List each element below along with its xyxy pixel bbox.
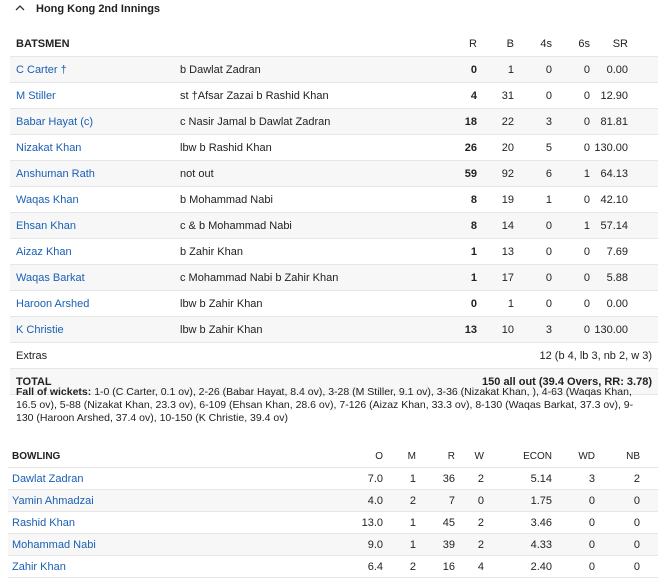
strike-rate-value: 57.14 <box>600 220 628 232</box>
overs-header: O <box>375 451 383 462</box>
overs-value: 7.0 <box>367 473 383 485</box>
batsman-row <box>10 109 658 135</box>
dismissal-text: b Dawlat Zadran <box>180 64 261 76</box>
fours-value: 0 <box>545 220 552 232</box>
batting-header-row <box>10 31 658 57</box>
batsman-row <box>10 187 658 213</box>
bowler-name-link[interactable]: Mohammad Nabi <box>12 539 96 551</box>
innings-title: Hong Kong 2nd Innings <box>36 3 161 15</box>
no-balls-header: NB <box>626 451 640 462</box>
sixes-header: 6s <box>578 38 590 50</box>
maidens-value: 1 <box>409 517 416 529</box>
dismissal-text: st †Afsar Zazai b Rashid Khan <box>180 90 329 102</box>
batsman-row <box>10 265 658 291</box>
balls-value: 13 <box>501 246 514 258</box>
batsmen-header: BATSMEN <box>16 38 70 50</box>
strike-rate-value: 0.00 <box>606 298 628 310</box>
sixes-value: 0 <box>583 142 590 154</box>
strike-rate-value: 42.10 <box>600 194 628 206</box>
strike-rate-value: 130.00 <box>594 142 628 154</box>
batsman-name-link[interactable]: Waqas Barkat <box>16 272 85 284</box>
sixes-value: 0 <box>583 298 590 310</box>
maidens-value: 2 <box>409 561 416 573</box>
innings-header[interactable] <box>0 0 664 22</box>
no-balls-value: 0 <box>633 561 640 573</box>
runs-value: 1 <box>470 272 477 284</box>
dismissal-text: lbw b Zahir Khan <box>180 298 263 310</box>
runs-value: 8 <box>470 194 477 206</box>
runs-value: 59 <box>464 168 477 180</box>
wickets-value: 2 <box>477 473 484 485</box>
dismissal-text: not out <box>180 168 214 180</box>
strike-rate-value: 7.69 <box>606 246 628 258</box>
fours-value: 5 <box>545 142 552 154</box>
fall-of-wickets-text: 1-0 (C Carter, 0.1 ov), 2-26 (Babar Hayat, 8.4 ov), 3-28 (M Stiller, 9.1 ov), 3-36 (Nizakat Khan, ), 4-63 (Waqas Khan, 16.5 ov), 5-88 (Nizakat Khan, 23.3 ov), 6-109 (Ehsan Khan, 28.6 ov), 7-126 (Aizaz Khan, 33.3 ov), 8-130 (Waqas Barkat, 37.3 ov), 9-130 (Haroon Arshed, 37.4 ov), 10-150 (K Christie, 39.4 ov) <box>16 386 634 424</box>
batsman-row <box>10 161 658 187</box>
sixes-value: 0 <box>583 246 590 258</box>
maidens-value: 1 <box>409 473 416 485</box>
strike-rate-header: SR <box>612 38 628 50</box>
balls-value: 14 <box>501 220 514 232</box>
overs-value: 4.0 <box>367 495 383 507</box>
batsman-name-link[interactable]: Ehsan Khan <box>16 220 76 232</box>
strike-rate-value: 130.00 <box>594 324 628 336</box>
batsman-name-link[interactable]: Haroon Arshed <box>16 298 90 310</box>
batsman-row <box>10 291 658 317</box>
runs-conceded-header: R <box>447 451 455 462</box>
runs-value: 18 <box>464 116 477 128</box>
batsman-name-link[interactable]: Babar Hayat (c) <box>16 116 94 128</box>
sixes-value: 0 <box>583 272 590 284</box>
economy-value: 4.33 <box>530 539 552 551</box>
dismissal-text: c & b Mohammad Nabi <box>180 220 292 232</box>
wides-value: 0 <box>588 539 595 551</box>
strike-rate-value: 81.81 <box>600 116 628 128</box>
extras-label: Extras <box>16 350 48 362</box>
fours-value: 0 <box>545 298 552 310</box>
maidens-value: 1 <box>409 539 416 551</box>
dismissal-text: lbw b Rashid Khan <box>180 142 272 154</box>
balls-value: 92 <box>501 168 514 180</box>
bowling-table <box>8 446 658 578</box>
wickets-value: 0 <box>477 495 484 507</box>
runs-value: 8 <box>470 220 477 232</box>
bowler-row <box>8 556 658 578</box>
bowler-row <box>8 490 658 512</box>
bowler-name-link[interactable]: Yamin Ahmadzai <box>12 495 94 507</box>
sixes-value: 0 <box>583 90 590 102</box>
fours-value: 3 <box>545 324 552 336</box>
bowler-name-link[interactable]: Dawlat Zadran <box>12 473 84 485</box>
extras-value: 12 (b 4, lb 3, nb 2, w 3) <box>539 350 652 362</box>
balls-value: 1 <box>507 64 514 76</box>
dismissal-text: c Nasir Jamal b Dawlat Zadran <box>180 116 331 128</box>
strike-rate-value: 64.13 <box>600 168 628 180</box>
wides-value: 0 <box>588 517 595 529</box>
no-balls-value: 0 <box>633 495 640 507</box>
runs-value: 0 <box>470 298 477 310</box>
batting-table <box>10 31 658 395</box>
fall-of-wickets-label: Fall of wickets: <box>16 386 92 398</box>
wickets-value: 2 <box>477 539 484 551</box>
sixes-value: 0 <box>583 324 590 336</box>
sixes-value: 1 <box>583 220 590 232</box>
balls-value: 19 <box>501 194 514 206</box>
balls-value: 10 <box>501 324 514 336</box>
bowler-name-link[interactable]: Zahir Khan <box>12 561 66 573</box>
no-balls-value: 2 <box>633 473 640 485</box>
maidens-value: 2 <box>409 495 416 507</box>
fours-value: 0 <box>545 90 552 102</box>
total-value: 150 all out (39.4 Overs, RR: 3.78) <box>482 376 652 388</box>
fours-value: 0 <box>545 64 552 76</box>
fall-of-wickets <box>16 386 646 425</box>
economy-value: 3.46 <box>530 517 552 529</box>
wickets-value: 2 <box>477 517 484 529</box>
bowler-row <box>8 534 658 556</box>
runs-value: 0 <box>470 64 477 76</box>
fours-value: 0 <box>545 246 552 258</box>
runs-value: 13 <box>464 324 477 336</box>
economy-value: 1.75 <box>530 495 552 507</box>
wides-value: 0 <box>588 561 595 573</box>
dismissal-text: b Zahir Khan <box>180 246 243 258</box>
batsman-row <box>10 317 658 343</box>
overs-value: 13.0 <box>361 517 383 529</box>
bowling-header-row <box>8 446 658 468</box>
batsman-row <box>10 83 658 109</box>
strike-rate-value: 12.90 <box>600 90 628 102</box>
fours-header: 4s <box>540 38 552 50</box>
runs-value: 1 <box>470 246 477 258</box>
strike-rate-value: 5.88 <box>606 272 628 284</box>
runs-value: 4 <box>470 90 477 102</box>
wickets-value: 4 <box>477 561 484 573</box>
wickets-header: W <box>474 451 484 462</box>
runs-conceded-value: 45 <box>442 517 455 529</box>
batsman-name-link[interactable]: M Stiller <box>16 90 56 102</box>
wides-value: 3 <box>588 473 595 485</box>
batsman-row <box>10 239 658 265</box>
maidens-header: M <box>407 451 416 462</box>
overs-value: 6.4 <box>367 561 383 573</box>
fours-value: 1 <box>545 194 552 206</box>
dismissal-text: c Mohammad Nabi b Zahir Khan <box>180 272 339 284</box>
balls-value: 17 <box>501 272 514 284</box>
strike-rate-value: 0.00 <box>606 64 628 76</box>
overs-value: 9.0 <box>367 539 383 551</box>
no-balls-value: 0 <box>633 517 640 529</box>
runs-conceded-value: 16 <box>442 561 455 573</box>
runs-conceded-value: 7 <box>448 495 455 507</box>
fours-value: 6 <box>545 168 552 180</box>
bowler-row <box>8 512 658 534</box>
batsman-name-link[interactable]: Nizakat Khan <box>16 142 82 154</box>
economy-value: 2.40 <box>530 561 552 573</box>
sixes-value: 0 <box>583 116 590 128</box>
extras-row <box>10 343 658 369</box>
balls-value: 31 <box>501 90 514 102</box>
batsman-row <box>10 135 658 161</box>
batsman-row <box>10 57 658 83</box>
balls-value: 20 <box>501 142 514 154</box>
economy-header: ECON <box>523 451 552 462</box>
bowling-header: BOWLING <box>12 451 61 462</box>
runs-conceded-value: 36 <box>442 473 455 485</box>
balls-header: B <box>506 38 514 50</box>
batsman-name-link[interactable]: Anshuman Rath <box>16 168 95 180</box>
total-label: TOTAL <box>16 376 52 388</box>
wides-header: WD <box>578 451 595 462</box>
bowler-name-link[interactable]: Rashid Khan <box>12 517 75 529</box>
batsman-name-link[interactable]: C Carter † <box>16 64 67 76</box>
economy-value: 5.14 <box>530 473 552 485</box>
chevron-up-icon[interactable] <box>14 2 26 14</box>
bowler-row <box>8 468 658 490</box>
fours-value: 3 <box>545 116 552 128</box>
batsman-row <box>10 213 658 239</box>
batsman-name-link[interactable]: Aizaz Khan <box>16 246 72 258</box>
batsman-name-link[interactable]: K Christie <box>16 324 64 336</box>
sixes-value: 1 <box>583 168 590 180</box>
no-balls-value: 0 <box>633 539 640 551</box>
runs-header: R <box>469 38 477 50</box>
dismissal-text: lbw b Zahir Khan <box>180 324 263 336</box>
dismissal-text: b Mohammad Nabi <box>180 194 273 206</box>
sixes-value: 0 <box>583 194 590 206</box>
sixes-value: 0 <box>583 64 590 76</box>
balls-value: 22 <box>501 116 514 128</box>
fours-value: 0 <box>545 272 552 284</box>
runs-value: 26 <box>464 142 477 154</box>
wides-value: 0 <box>588 495 595 507</box>
balls-value: 1 <box>507 298 514 310</box>
batsman-name-link[interactable]: Waqas Khan <box>16 194 79 206</box>
runs-conceded-value: 39 <box>442 539 455 551</box>
